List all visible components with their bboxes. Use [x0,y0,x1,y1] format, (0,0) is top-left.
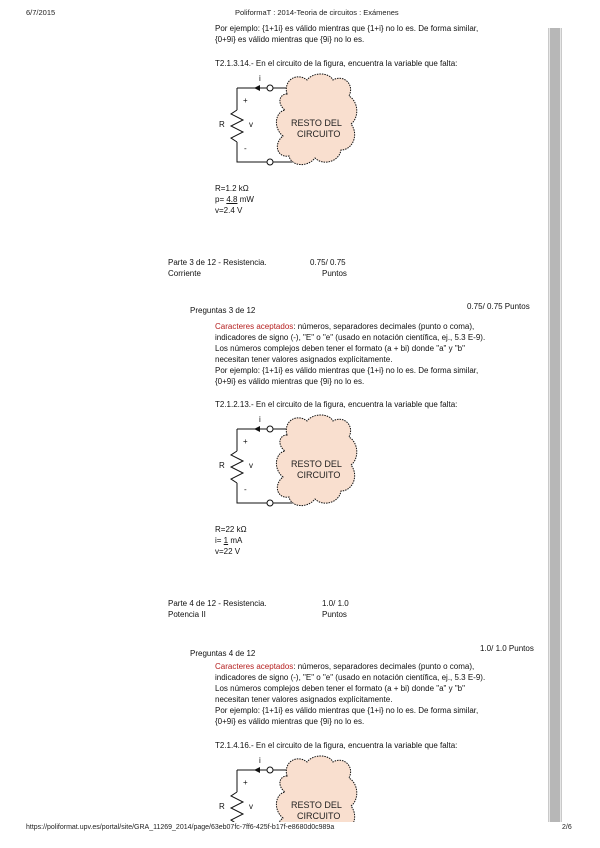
instruction-line: indicadores de signo (-), "E" o "e" (usado en notación científica, ej., 5.3 E-9). [215,333,486,342]
part-title: Potencia II [168,610,206,619]
answer-input[interactable]: 1 [223,536,229,545]
accepted-label: Caracteres aceptados [215,662,294,671]
circuit-diagram [213,70,363,175]
part-score: 1.0/ 1.0 [322,599,349,608]
circuit-diagram [213,752,363,822]
cloud-label-line1: RESTO DEL [291,118,342,128]
part-score: 0.75/ 0.75 [310,258,346,267]
instruction-line: {0+9i} es válido mientras que {9i} no lo es. [215,35,365,44]
cloud-label-line2: CIRCUITO [297,129,341,139]
instruction-line: Los números complejos deben tener el formato (a + bi) donde "a" y "b" [215,684,465,693]
label-plus: + [243,778,248,787]
instruction-line: Caracteres aceptados: números, separadores decimales (punto o coma), [215,662,475,671]
label-r: R [219,461,225,470]
question-score: 0.75/ 0.75 Puntos [467,302,530,311]
instruction-line: necesitan tener valores asignados explícitamente. [215,695,393,704]
scrollbar-thumb[interactable] [550,28,560,822]
label-minus: - [244,485,247,494]
part-title: Parte 4 de 12 - Resistencia. [168,599,267,608]
question-header: Preguntas 3 de 12 [190,306,256,315]
given-value: R=1.2 kΩ [215,184,249,193]
vertical-scrollbar[interactable] [548,28,562,822]
label-i: i [259,756,261,765]
given-value: R=22 kΩ [215,525,247,534]
question-task: T2.1.4.16.- En el circuito de la figura, encuentra la variable que falta: [215,741,458,750]
question-score: 1.0/ 1.0 Puntos [480,644,534,653]
print-title: PoliformaT : 2014-Teoria de circuitos : Exámenes [235,8,399,17]
label-plus: + [243,437,248,446]
given-value: v=2.4 V [215,206,243,215]
instruction-line: Los números complejos deben tener el formato (a + bi) donde "a" y "b" [215,344,465,353]
label-r: R [219,802,225,811]
label-minus: - [244,144,247,153]
given-answer-line: i= 1 mA [215,536,243,545]
accepted-label: Caracteres aceptados [215,322,294,331]
given-answer-line: p= 4.8 mW [215,195,254,204]
part-title: Parte 3 de 12 - Resistencia. [168,258,267,267]
part-score-unit: Puntos [322,269,347,278]
instruction-line: necesitan tener valores asignados explícitamente. [215,355,393,364]
cloud-label-line2: CIRCUITO [297,811,341,821]
print-url: https://poliformat.upv.es/portal/site/GRA_11269_2014/page/63eb07fc-7ff6-425f-b17f-e8680d0c989a [26,824,335,831]
instruction-line: {0+9i} es válido mientras que {9i} no lo es. [215,377,365,386]
question-task: T2.1.3.14.- En el circuito de la figura, encuentra la variable que falta: [215,59,458,68]
instruction-line: Caracteres aceptados: números, separadores decimales (punto o coma), [215,322,475,331]
label-plus: + [243,96,248,105]
part-title: Corriente [168,269,201,278]
label-v: v [249,120,253,129]
label-v: v [249,461,253,470]
circuit-diagram [213,411,363,516]
cloud-label-line2: CIRCUITO [297,470,341,480]
instruction-line: indicadores de signo (-), "E" o "e" (usado en notación científica, ej., 5.3 E-9). [215,673,486,682]
part-score-unit: Puntos [322,610,347,619]
instruction-line: {0+9i} es válido mientras que {9i} no lo es. [215,717,365,726]
question-task: T2.1.2.13.- En el circuito de la figura, encuentra la variable que falta: [215,400,458,409]
cloud-label-line1: RESTO DEL [291,459,342,469]
page-number: 2/6 [562,824,572,831]
label-i: i [259,415,261,424]
question-header: Preguntas 4 de 12 [190,649,256,658]
label-r: R [219,120,225,129]
label-i: i [259,74,261,83]
instruction-line: Por ejemplo: {1+1i} es válido mientras que {1+i} no lo es. De forma similar, [215,706,479,715]
answer-input[interactable]: 4.8 [226,195,238,204]
print-date: 6/7/2015 [26,8,56,17]
given-value: v=22 V [215,547,241,556]
instruction-line: Por ejemplo: {1+1i} es válido mientras que {1+i} no lo es. De forma similar, [215,24,479,33]
instruction-line: Por ejemplo: {1+1i} es válido mientras que {1+i} no lo es. De forma similar, [215,366,479,375]
cloud-label-line1: RESTO DEL [291,800,342,810]
label-v: v [249,802,253,811]
